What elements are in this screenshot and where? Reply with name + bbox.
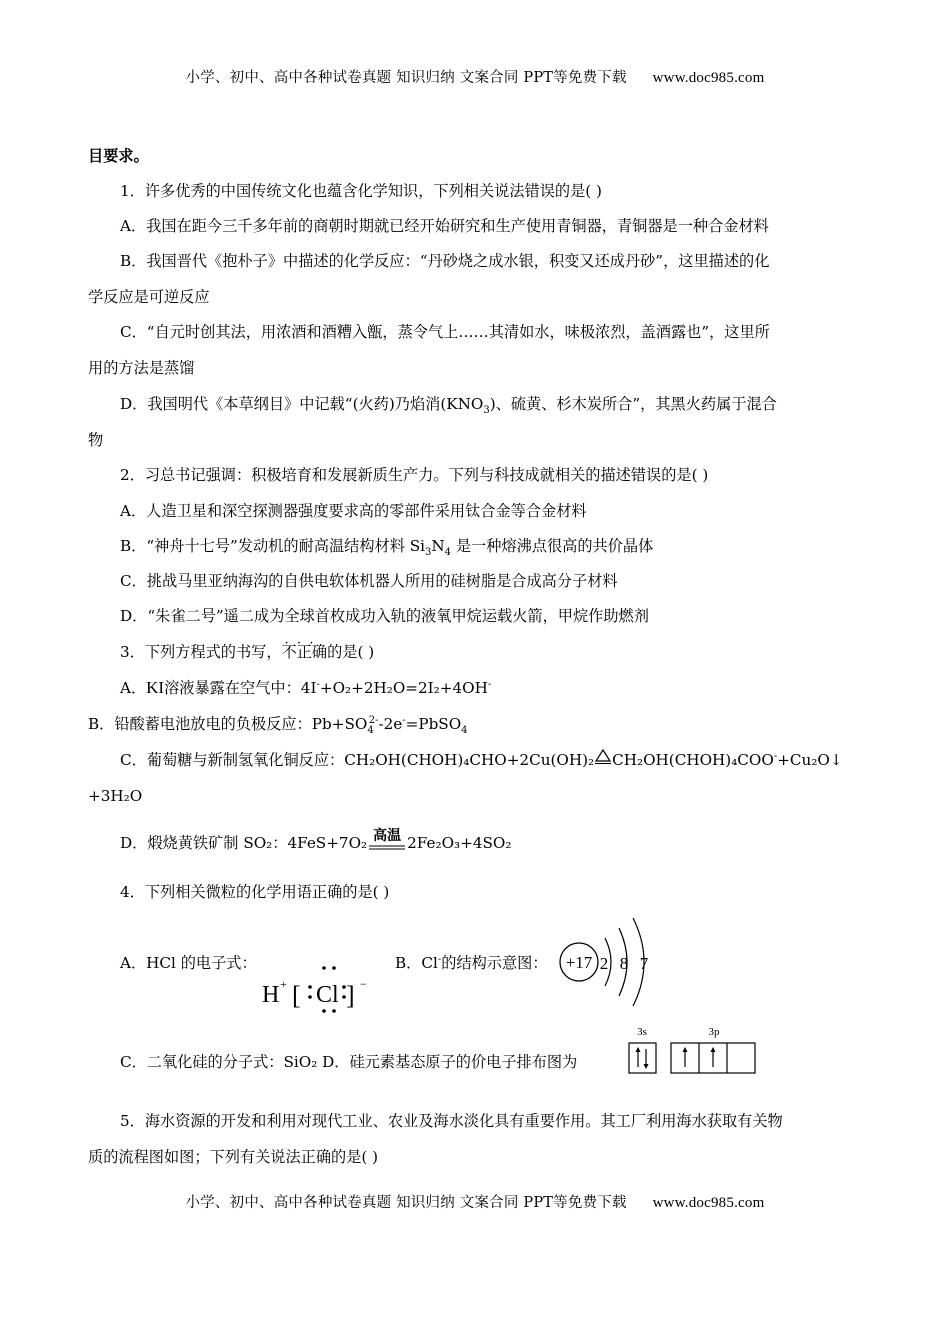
page-header <box>0 66 950 87</box>
q3-b-end: =PbSO <box>405 715 462 733</box>
hcl-bracket-right: ] <box>346 981 355 1010</box>
q2-option-b <box>120 536 863 559</box>
q3-a-eq: +O₂+2H₂O=2I₂+4OH <box>319 679 488 697</box>
orbital-3s-label: 3s <box>637 1026 647 1038</box>
q3-option-d <box>120 828 863 853</box>
orbital-3p-label: 3p <box>708 1026 720 1038</box>
shell-3-count: 7 <box>639 954 649 973</box>
intro-text: 目要求。 <box>88 147 149 165</box>
q3-c-post: CH₂OH(CHOH)₄COO <box>612 751 774 769</box>
q3-option-c-cont: +3H₂O <box>88 787 143 805</box>
cl-ion-structure-diagram <box>555 912 665 1012</box>
q1-option-b-cont: 学反应是可逆反应 <box>88 288 210 306</box>
q1-d-pre: D．我国明代《本草纲目》中记载“(火药)乃焰消(KNO <box>120 395 484 413</box>
q4-option-b: B．Cl-的结构示意图： <box>395 953 548 972</box>
q4-option-a: A．HCl 的电子式： <box>120 954 257 972</box>
q3-option-b: B．铅酸蓄电池放电的负极反应：$Pb+SO_4^{2-}-2e^-=PbSO_4$ <box>88 714 468 737</box>
q3-a-ki: KI <box>146 678 165 697</box>
q3-stem <box>120 642 863 662</box>
q2-b-mid: N <box>431 537 445 555</box>
si-orbital-diagram <box>625 1025 760 1077</box>
q1-option-a: A．我国在距今三千多年前的商朝时期就已经开始研究和生产使用青铜器，青铜器是一种合金材料 <box>120 217 769 235</box>
q3-d-post: 2Fe₂O₃+4SO₂ <box>407 834 512 852</box>
shell-1-count: 2 <box>599 954 609 973</box>
q3-a-text: 溶液暴露在空气中：4I <box>164 679 317 697</box>
q1-option-d <box>120 394 863 417</box>
q2-option-c: C．挑战马里亚纳海沟的自供电软体机器人所用的硅树脂是合成高分子材料 <box>120 572 618 590</box>
q4-option-c-d: C．二氧化硅的分子式：SiO₂ D．硅元素基态原子的价电子排布图为 <box>120 1053 578 1071</box>
q1-d-sub: 3 <box>483 405 490 417</box>
q2-b-post: 是一种熔沸点很高的共价晶体 <box>451 537 654 555</box>
q4-b-pre: B．Cl <box>395 954 438 972</box>
hcl-plus-sign: + <box>280 977 287 991</box>
q2-b-sub1: 3 <box>424 547 432 559</box>
q1-option-c: C．“自元时创其法，用浓酒和酒糟入甑，蒸令气上……其清如水，味极浓烈，盖酒露也”，这里所 <box>120 323 770 341</box>
q2-option-a: A．人造卫星和深空探测器强度要求高的零部件采用钛合金等合金材料 <box>120 502 587 520</box>
q1-stem: 1．许多优秀的中国传统文化也蕴含化学知识，下列相关说法错误的是( ) <box>120 182 602 200</box>
footer-site[interactable]: www.doc985.com <box>652 1195 765 1211</box>
q3-d-cond-text: 高温 <box>373 828 402 844</box>
q3-option-c: C．葡萄糖与新制氢氧化铜反应：CH₂OH(CHOH)₄CHO+2Cu(OH)₂ CH₂OH(CHOH)₄COO-+Cu₂O↓ <box>120 750 843 769</box>
footer-text: 小学、初中、高中各种试卷真题 知识归纳 文案合同 PPT等免费下载 <box>185 1195 627 1211</box>
q3-c-pre: C．葡萄糖与新制氢氧化铜反应：CH₂OH(CHOH)₄CHO+2Cu(OH)₂ <box>120 751 595 769</box>
q5-stem: 5．海水资源的开发和利用对现代工业、农业及海水淡化具有重要作用。其工厂利用海水获取有关物 <box>120 1112 783 1130</box>
q1-option-c-cont: 用的方法是蒸馏 <box>88 359 195 377</box>
hcl-bracket-left: [ <box>292 981 301 1010</box>
hcl-minus-sign: − <box>360 977 367 991</box>
q1-d-post: )、硫黄、杉木炭所合”，其黑火药属于混合 <box>489 395 777 413</box>
q3-b-pre: B．铅酸蓄电池放电的负极反应：Pb+SO <box>88 715 368 733</box>
q3-d-pre: D．煅烧黄铁矿制 SO₂：4FeS+7O₂ <box>120 834 368 852</box>
header-text: 小学、初中、高中各种试卷真题 知识归纳 文案合同 PPT等免费下载 <box>185 70 627 86</box>
page-footer <box>0 1191 950 1212</box>
q5-stem-cont: 质的流程图如图；下列有关说法正确的是( ) <box>88 1148 379 1166</box>
q2-option-d: D．“朱雀二号”遥二成为全球首枚成功入轨的液氧甲烷运载火箭，甲烷作助燃剂 <box>120 607 649 625</box>
q2-stem: 2．习总书记强调：积极培育和发展新质生产力。下列与科技成就相关的描述错误的是( ) <box>120 466 709 484</box>
nucleus-charge: +17 <box>565 953 593 972</box>
hcl-electron-dot-diagram <box>258 962 378 1022</box>
q4-stem: 4．下列相关微粒的化学用语正确的是( ) <box>120 883 390 901</box>
q1-option-b: B．我国晋代《抱朴子》中描述的化学反应：“丹砂烧之成水银，积变又还成丹砂”，这里描述的化 <box>120 252 770 270</box>
q3-option-a: A．KI溶液暴露在空气中：4I-+O₂+2H₂O=2I₂+4OH- <box>120 678 492 697</box>
q3-stem-pre: 3．下列方程式的书写， <box>120 643 282 661</box>
q3-stem-emphasis: · · · 不正确 <box>282 643 328 661</box>
hcl-h-symbol: H <box>262 982 280 1008</box>
q3-stem-post: 的是( ) <box>327 643 375 661</box>
q4-b-post: 的结构示意图： <box>441 954 548 972</box>
q1-option-d-cont: 物 <box>88 431 104 449</box>
q3-a-label: A． <box>120 679 147 697</box>
heat-triangle-icon <box>594 749 612 770</box>
header-site[interactable]: www.doc985.com <box>652 70 765 86</box>
shell-2-count: 8 <box>619 954 629 973</box>
hcl-cl-symbol: Cl <box>316 982 339 1008</box>
q2-b-sub2: 4 <box>444 547 452 559</box>
q3-c-end: +Cu₂O↓ <box>777 751 843 769</box>
q3-b-post: -2e <box>378 715 403 733</box>
q2-b-pre: B．“神舟十七号”发动机的耐高温结构材料 Si <box>120 537 425 555</box>
